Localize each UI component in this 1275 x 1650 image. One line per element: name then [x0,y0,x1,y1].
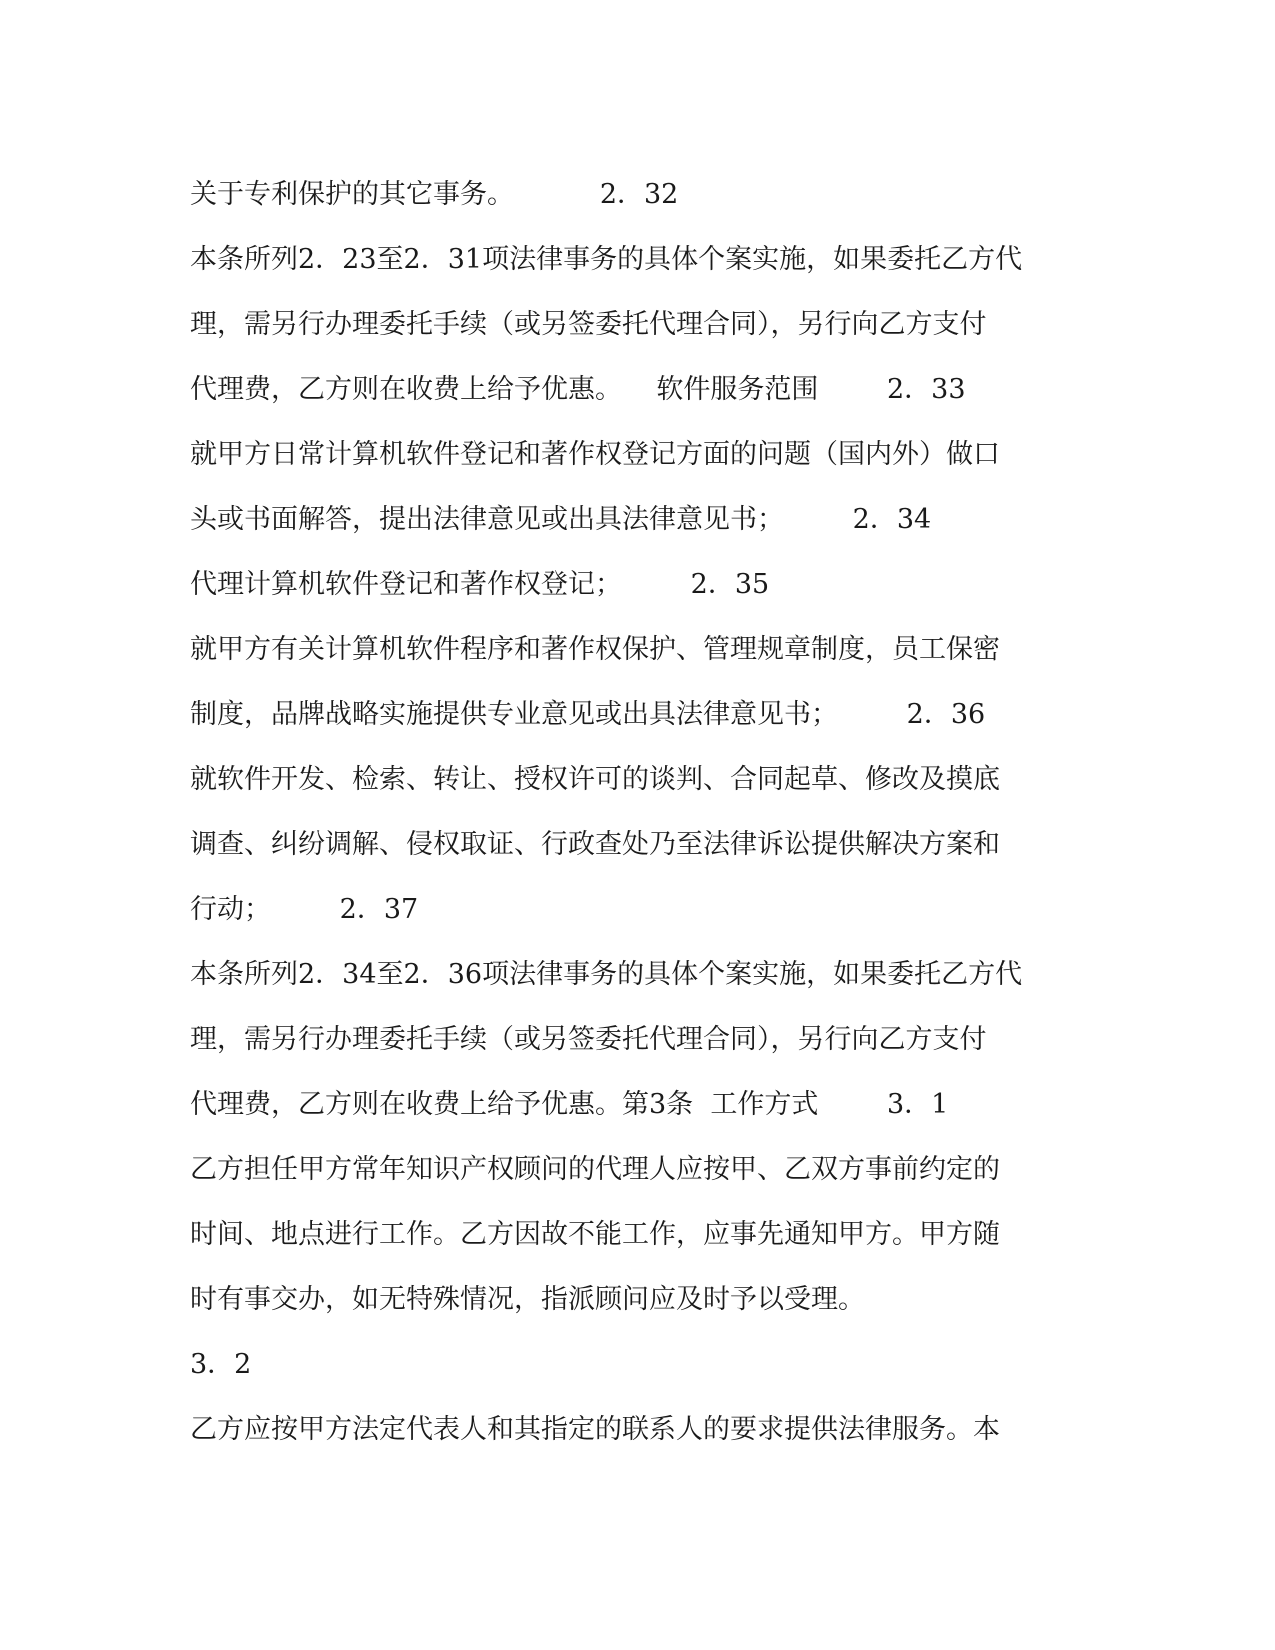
text-line: 调查、纠纷调解、侵权取证、行政查处乃至法律诉讼提供解决方案和 [190,829,1000,860]
text-line: 3．2 [190,1349,252,1380]
document-body [190,162,1090,1462]
text-line: 乙方担任甲方常年知识产权顾问的代理人应按甲、乙双方事前约定的 [190,1154,1000,1185]
text-line: 乙方应按甲方法定代表人和其指定的联系人的要求提供法律服务。本 [190,1414,1000,1445]
text-line: 代理费，乙方则在收费上给予优惠。第3条 工作方式 3．1 [190,1089,949,1120]
text-line: 就甲方有关计算机软件程序和著作权保护、管理规章制度，员工保密 [190,634,1000,665]
text-line: 制度，品牌战略实施提供专业意见或出具法律意见书； 2．36 [190,699,986,730]
text-line: 头或书面解答，提出法律意见或出具法律意见书； 2．34 [190,504,932,535]
text-line: 时有事交办，如无特殊情况，指派顾问应及时予以受理。 [190,1284,865,1315]
text-line: 本条所列2．34至2．36项法律事务的具体个案实施，如果委托乙方代 [190,959,1023,990]
text-line: 就甲方日常计算机软件登记和著作权登记方面的问题（国内外）做口 [190,439,1000,470]
text-line: 本条所列2．23至2．31项法律事务的具体个案实施，如果委托乙方代 [190,244,1023,275]
text-line: 关于专利保护的其它事务。 2．32 [190,179,679,210]
text-line: 就软件开发、检索、转让、授权许可的谈判、合同起草、修改及摸底 [190,764,1000,795]
text-line: 代理费，乙方则在收费上给予优惠。 软件服务范围 2．33 [190,374,966,405]
text-line: 理，需另行办理委托手续（或另签委托代理合同），另行向乙方支付 [190,1024,987,1055]
text-line: 行动； 2．37 [190,894,419,925]
text-line: 时间、地点进行工作。乙方因故不能工作，应事先通知甲方。甲方随 [190,1219,1000,1250]
text-line: 代理计算机软件登记和著作权登记； 2．35 [190,569,770,600]
text-line: 理，需另行办理委托手续（或另签委托代理合同），另行向乙方支付 [190,309,987,340]
